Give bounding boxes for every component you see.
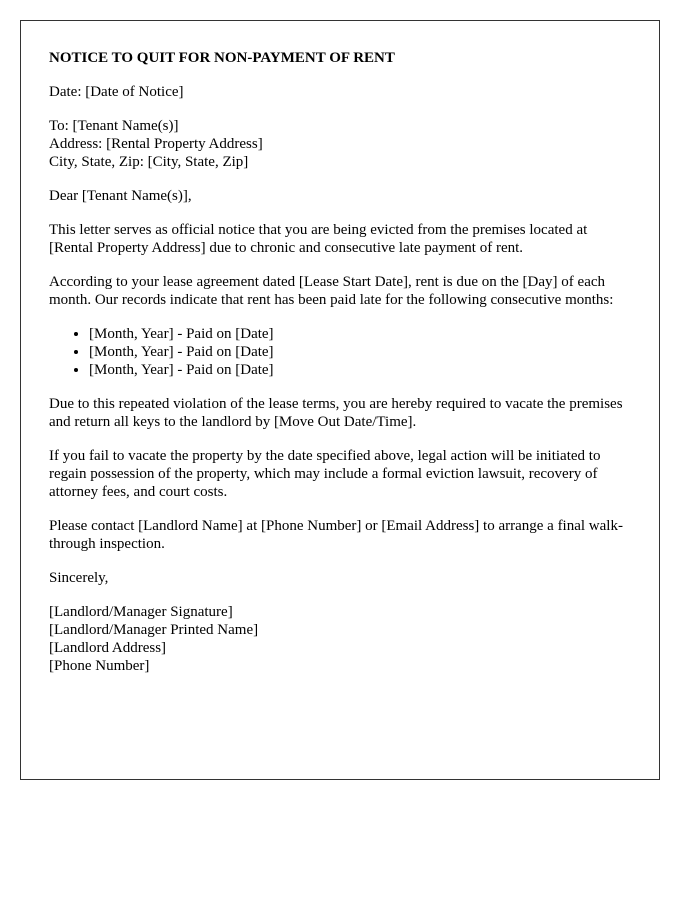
notice-document: [20, 20, 660, 780]
violation-paragraph: Due to this repeated violation of the lease terms, you are hereby required to vacate the premises and return all keys to the landlord by [Move Out Date/Time].: [49, 396, 623, 430]
notice-content: [49, 49, 635, 691]
recipient-city-state-zip: City, State, Zip: [City, State, Zip]: [49, 154, 249, 170]
notice-title: NOTICE TO QUIT FOR NON-PAYMENT OF RENT: [49, 50, 395, 66]
date-line: Date: [Date of Notice]: [49, 84, 184, 100]
contact-paragraph: Please contact [Landlord Name] at [Phone Number] or [Email Address] to arrange a final walk-through inspection.: [49, 518, 623, 552]
late-payment-item: • [Month, Year] - Paid on [Date]: [89, 325, 635, 343]
intro-paragraph: This letter serves as official notice that you are being evicted from the premises located at [Rental Property Address] due to chronic and consecutive late payment of rent.: [49, 222, 588, 256]
late-payments-list: [49, 325, 635, 379]
late-payment-item: • [Month, Year] - Paid on [Date]: [89, 361, 635, 379]
recipient-address: Address: [Rental Property Address]: [49, 136, 263, 152]
closing: Sincerely,: [49, 570, 109, 586]
recipient-block: [49, 117, 635, 171]
legal-action-paragraph: If you fail to vacate the property by the date specified above, legal action will be initiated to regain possession of the property, which may include a formal eviction lawsuit, recovery of attorney fees, and court costs.: [49, 448, 601, 500]
recipient-to: To: [Tenant Name(s)]: [49, 118, 179, 134]
late-payment-item: • [Month, Year] - Paid on [Date]: [89, 343, 635, 361]
landlord-address-line: [Landlord Address]: [49, 640, 167, 656]
printed-name-line: [Landlord/Manager Printed Name]: [49, 622, 259, 638]
phone-number-line: [Phone Number]: [49, 658, 150, 674]
signature-block: [49, 603, 635, 675]
lease-terms-paragraph: According to your lease agreement dated [Lease Start Date], rent is due on the [Day] of each month. Our records indicate that rent has been paid late for the following consecutive months:: [49, 274, 614, 308]
signature-line: [Landlord/Manager Signature]: [49, 604, 233, 620]
salutation: Dear [Tenant Name(s)],: [49, 188, 192, 204]
